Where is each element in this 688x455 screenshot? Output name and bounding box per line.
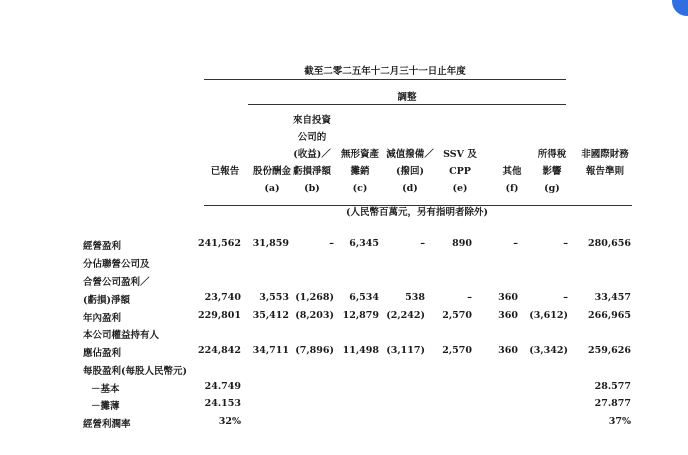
column-header-line: 無形資產 (340, 149, 379, 160)
table-cell: 28.577 (594, 381, 631, 392)
adjustments-rule (248, 104, 566, 105)
table-cell: 27.877 (594, 398, 631, 409)
column-header-line: 攤銷 (350, 166, 370, 177)
table-cell: – (563, 292, 568, 303)
column-code: (d) (402, 183, 418, 194)
table-cell: 12,879 (342, 310, 379, 321)
column-code: (e) (452, 183, 468, 194)
table-cell: – (467, 292, 472, 303)
table-cell: 6,345 (349, 238, 379, 249)
table-cell: 266,965 (588, 310, 631, 321)
table-cell: (2,242) (386, 310, 425, 321)
table-cell: 6,534 (349, 292, 379, 303)
table-cell: 11,498 (342, 345, 379, 356)
row-label: 合營公司盈利／ (83, 277, 150, 288)
table-cell: (1,268) (295, 292, 334, 303)
table-cell: (7,896) (295, 345, 334, 356)
table-cell: – (563, 238, 568, 249)
column-header-line: SSV 及 (443, 149, 477, 160)
column-header-line: 報告準則 (585, 166, 624, 177)
column-header-line: 已報告 (210, 166, 240, 177)
table-cell: (3,117) (386, 345, 425, 356)
column-code: (b) (304, 183, 320, 194)
table-cell: 229,801 (198, 310, 241, 321)
column-header-line: 來自投資 (292, 115, 331, 126)
column-header-line: (收益)／ (293, 149, 331, 160)
table-cell: 538 (405, 292, 425, 303)
table-cell: (3,342) (529, 345, 568, 356)
row-label: 本公司權益持有人 (83, 330, 160, 341)
column-header-line: (撥回) (396, 166, 424, 177)
table-cell: 2,570 (442, 345, 472, 356)
row-label: 年內盈利 (83, 313, 122, 324)
row-label: －基本 (91, 384, 120, 395)
column-code (575, 180, 635, 197)
table-cell: – (420, 238, 425, 249)
row-label: 應佔盈利 (83, 348, 122, 359)
column-header-line: 股份酬金 (252, 166, 291, 177)
table-cell: 24.749 (204, 381, 241, 392)
table-cell: (8,203) (295, 310, 334, 321)
unit-note: (人民幣百萬元，另有指明者除外) (346, 207, 488, 218)
row-label: (虧損)淨額 (83, 295, 130, 306)
row-label: 經營盈利 (83, 241, 122, 252)
table-cell: 34,711 (252, 345, 289, 356)
row-label: 經營利潤率 (83, 419, 131, 430)
column-code: (f) (505, 183, 519, 194)
row-label: －攤薄 (91, 401, 120, 412)
table-cell: 224,842 (198, 345, 241, 356)
column-code: (a) (264, 183, 280, 194)
table-cell: 259,626 (588, 345, 631, 356)
table-cell: – (513, 238, 518, 249)
column-header-ssv (430, 146, 490, 197)
table-cell: 360 (498, 345, 518, 356)
column-header-line: 所得稅 (537, 149, 567, 160)
period-title: 截至二零二五年十二月三十一日止年度 (304, 66, 466, 77)
table-cell: 280,656 (588, 238, 631, 249)
column-code: (c) (352, 183, 368, 194)
table-cell: 3,553 (259, 292, 289, 303)
column-header-nonifrs (575, 146, 635, 197)
period-rule (204, 79, 566, 80)
corner-badge (672, 0, 688, 16)
column-header-line: 減值撥備／ (386, 149, 434, 160)
table-cell: (3,612) (529, 310, 568, 321)
table-cell: – (329, 238, 334, 249)
column-header-tax (522, 146, 582, 197)
table-cell: 31,859 (252, 238, 289, 249)
table-cell: 890 (452, 238, 472, 249)
column-header-line: 影響 (542, 166, 562, 177)
column-code: (g) (544, 183, 560, 194)
column-header-line: 非國際財務 (581, 149, 629, 160)
column-header-line: CPP (449, 166, 471, 177)
table-cell: 23,740 (204, 292, 241, 303)
table-cell: 32% (218, 416, 241, 427)
table-cell: 241,562 (198, 238, 241, 249)
row-label: 分佔聯營公司及 (83, 259, 150, 270)
table-cell: 24.153 (204, 398, 241, 409)
table-cell: 35,412 (252, 310, 289, 321)
table-cell: 360 (498, 310, 518, 321)
row-label: 每股盈利(每股人民幣元) (83, 366, 187, 377)
column-header-line: 公司的 (297, 132, 327, 143)
column-header-line: 其他 (502, 166, 522, 177)
column-header-line: 虧損淨額 (292, 166, 331, 177)
table-cell: 2,570 (442, 310, 472, 321)
table-cell: 360 (498, 292, 518, 303)
table-cell: 37% (608, 416, 631, 427)
table-cell: 33,457 (594, 292, 631, 303)
adjustments-title: 調整 (397, 92, 417, 103)
header-rule (204, 205, 632, 206)
